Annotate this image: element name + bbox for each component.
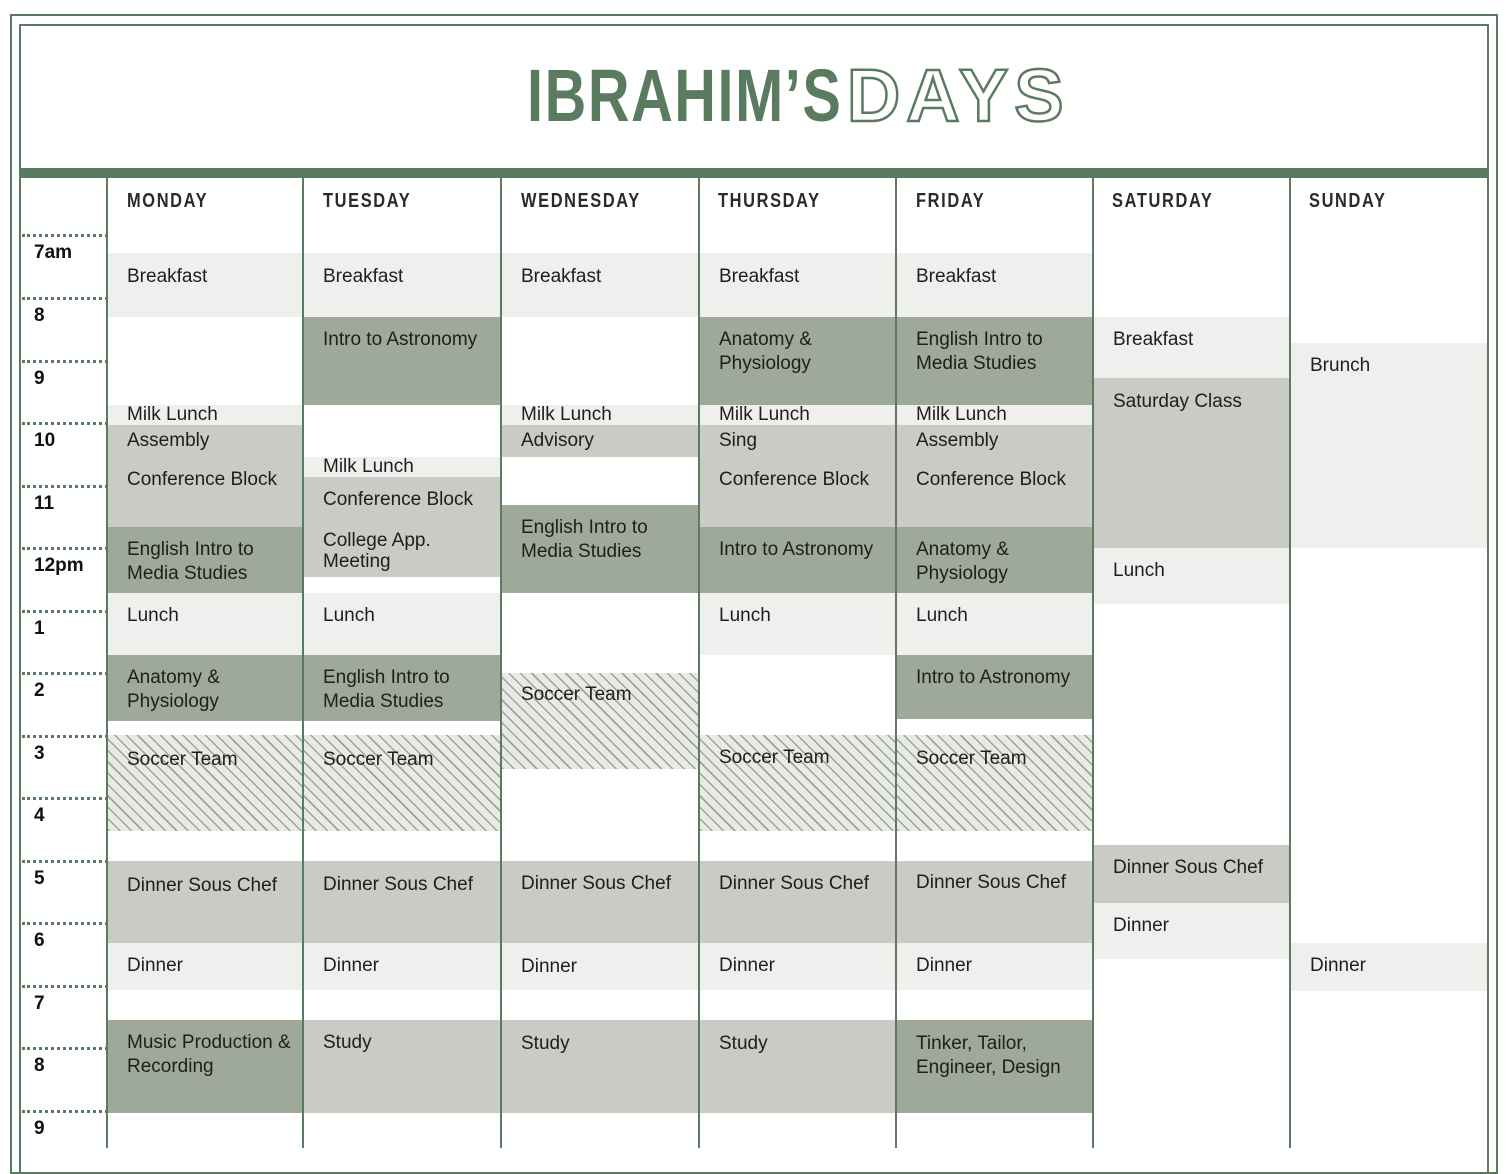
- event-label: Advisory: [521, 430, 594, 451]
- hour-rule: [22, 672, 108, 675]
- event-label: Dinner Sous Chef: [719, 873, 869, 894]
- event-block[interactable]: [108, 457, 302, 527]
- event-label: Tinker, Tailor, Engineer, Design: [916, 1033, 1061, 1078]
- event-label: Music Production & Recording: [127, 1032, 291, 1077]
- event-label: Assembly: [916, 430, 999, 451]
- event-label: Breakfast: [1113, 329, 1194, 350]
- hour-label: 1: [34, 618, 45, 639]
- event-block[interactable]: [108, 735, 302, 831]
- event-label: Dinner Sous Chef: [1113, 857, 1263, 878]
- hour-rule: [22, 1047, 108, 1050]
- event-block[interactable]: [304, 861, 500, 943]
- event-block[interactable]: [700, 735, 895, 831]
- event-block[interactable]: [700, 527, 895, 593]
- event-block[interactable]: [304, 527, 500, 577]
- event-label: Lunch: [719, 605, 771, 626]
- event-block[interactable]: [108, 861, 302, 943]
- event-label: Milk Lunch: [127, 405, 218, 425]
- event-label: Milk Lunch: [916, 405, 1007, 425]
- event-label: Dinner Sous Chef: [521, 873, 671, 894]
- event-block[interactable]: [304, 1020, 500, 1113]
- event-label: Anatomy & Physiology: [127, 667, 220, 712]
- event-label: Dinner: [916, 955, 972, 976]
- hour-rule: [22, 297, 108, 300]
- event-label: Sing: [719, 430, 758, 451]
- header-divider: [21, 168, 1487, 178]
- event-block[interactable]: [108, 655, 302, 721]
- day-header-thursday: THURSDAY: [718, 190, 821, 212]
- event-block[interactable]: [108, 527, 302, 593]
- event-label: English Intro to Media Studies: [916, 329, 1043, 374]
- title-days: DAYS: [846, 54, 1070, 137]
- hour-label: 7am: [34, 242, 73, 263]
- hour-rule: [22, 547, 108, 550]
- hour-label: 8: [34, 305, 45, 326]
- column-divider: [1289, 178, 1291, 1148]
- event-label: English Intro to Media Studies: [323, 667, 450, 712]
- event-block[interactable]: [897, 593, 1092, 655]
- hour-rule: [22, 922, 108, 925]
- hour-label: 12pm: [34, 555, 84, 576]
- hour-rule: [22, 1110, 108, 1113]
- event-label: Saturday Class: [1113, 391, 1242, 412]
- hour-rule: [22, 735, 108, 738]
- event-block[interactable]: [897, 1020, 1092, 1113]
- event-label: Lunch: [1113, 560, 1165, 581]
- event-block[interactable]: [897, 405, 1092, 425]
- event-label: Intro to Astronomy: [916, 667, 1071, 688]
- event-label: Breakfast: [916, 266, 997, 287]
- event-block[interactable]: [897, 527, 1092, 593]
- event-block[interactable]: [304, 943, 500, 990]
- event-label: Study: [323, 1032, 372, 1053]
- event-block[interactable]: [897, 425, 1092, 457]
- event-label: Milk Lunch: [323, 457, 414, 477]
- event-label: Dinner: [323, 955, 379, 976]
- event-block[interactable]: [108, 593, 302, 655]
- hour-label: 8: [34, 1055, 45, 1076]
- event-block[interactable]: [108, 943, 302, 990]
- hour-rule: [22, 610, 108, 613]
- event-label: Dinner Sous Chef: [916, 872, 1066, 893]
- event-label: Dinner: [1113, 915, 1169, 936]
- event-label: Conference Block: [127, 469, 277, 490]
- event-block[interactable]: [1094, 378, 1289, 548]
- day-header-saturday: SATURDAY: [1112, 190, 1214, 212]
- event-block[interactable]: [304, 593, 500, 655]
- event-block[interactable]: [502, 253, 698, 317]
- event-label: Conference Block: [323, 489, 473, 510]
- event-label: Lunch: [127, 605, 179, 626]
- event-label: English Intro to Media Studies: [127, 539, 254, 584]
- hour-label: 5: [34, 868, 45, 889]
- title-name: IBRAHIM’S: [527, 54, 843, 137]
- event-label: Soccer Team: [521, 684, 632, 705]
- event-label: Soccer Team: [323, 749, 434, 770]
- event-label: Dinner: [719, 955, 775, 976]
- event-block[interactable]: [700, 425, 895, 457]
- day-header-sunday: SUNDAY: [1309, 190, 1387, 212]
- day-header-monday: MONDAY: [127, 190, 209, 212]
- day-header-tuesday: TUESDAY: [323, 190, 412, 212]
- event-block[interactable]: [897, 317, 1092, 405]
- hour-rule: [22, 797, 108, 800]
- hour-label: 10: [34, 430, 56, 451]
- event-block[interactable]: [502, 425, 698, 457]
- event-label: Breakfast: [521, 266, 602, 287]
- day-header-friday: FRIDAY: [916, 190, 986, 212]
- event-label: Assembly: [127, 430, 210, 451]
- event-label: Anatomy & Physiology: [719, 329, 812, 374]
- event-label: Dinner Sous Chef: [127, 875, 277, 896]
- day-header-wednesday: WEDNESDAY: [521, 190, 641, 212]
- event-label: Soccer Team: [719, 747, 830, 768]
- event-block[interactable]: [700, 1020, 895, 1113]
- event-block[interactable]: [1291, 943, 1487, 991]
- event-block[interactable]: [700, 405, 895, 425]
- event-block[interactable]: [700, 861, 895, 943]
- event-block[interactable]: [108, 253, 302, 317]
- event-block[interactable]: [502, 505, 698, 593]
- event-label: Breakfast: [719, 266, 800, 287]
- event-label: Anatomy & Physiology: [916, 539, 1009, 584]
- event-block[interactable]: [108, 405, 302, 425]
- event-label: Conference Block: [916, 469, 1066, 490]
- event-label: Breakfast: [127, 266, 208, 287]
- event-block[interactable]: [1094, 845, 1289, 903]
- event-block[interactable]: [502, 1020, 698, 1113]
- hour-label: 11: [34, 493, 55, 514]
- event-block[interactable]: [304, 735, 500, 831]
- event-label: Breakfast: [323, 266, 404, 287]
- hour-label: 4: [34, 805, 45, 826]
- event-label: Study: [521, 1033, 570, 1054]
- event-label: Milk Lunch: [719, 405, 810, 425]
- event-label: English Intro to Media Studies: [521, 517, 648, 562]
- event-label: College App. Meeting: [323, 530, 431, 572]
- event-block[interactable]: [700, 253, 895, 317]
- event-label: Milk Lunch: [521, 405, 612, 425]
- hour-rule: [22, 234, 108, 237]
- event-block[interactable]: [897, 735, 1092, 831]
- event-block[interactable]: [897, 655, 1092, 719]
- hour-rule: [22, 360, 108, 363]
- event-block[interactable]: [700, 593, 895, 655]
- event-block[interactable]: [304, 457, 500, 477]
- event-label: Lunch: [916, 605, 968, 626]
- event-block[interactable]: [1094, 317, 1289, 378]
- event-block[interactable]: [897, 861, 1092, 943]
- event-block[interactable]: [108, 425, 302, 457]
- event-label: Intro to Astronomy: [323, 329, 478, 350]
- event-label: Lunch: [323, 605, 375, 626]
- hour-label: 2: [34, 680, 45, 701]
- event-block[interactable]: [897, 943, 1092, 990]
- event-label: Conference Block: [719, 469, 869, 490]
- event-block[interactable]: [502, 405, 698, 425]
- hour-rule: [22, 422, 108, 425]
- event-block[interactable]: [700, 943, 895, 990]
- event-label: Soccer Team: [916, 748, 1027, 769]
- hour-label: 3: [34, 743, 45, 764]
- page-title: [21, 56, 1487, 136]
- event-block[interactable]: [304, 253, 500, 317]
- hour-label: 6: [34, 930, 45, 951]
- event-label: Brunch: [1310, 355, 1371, 376]
- event-block[interactable]: [304, 317, 500, 405]
- event-block[interactable]: [1094, 903, 1289, 959]
- event-block[interactable]: [304, 477, 500, 527]
- event-block[interactable]: [897, 457, 1092, 527]
- event-label: Soccer Team: [127, 749, 238, 770]
- event-label: Dinner Sous Chef: [323, 874, 473, 895]
- event-block[interactable]: [1094, 548, 1289, 604]
- event-label: Dinner: [521, 956, 577, 977]
- hour-rule: [22, 485, 108, 488]
- event-block[interactable]: [108, 1020, 302, 1113]
- hour-rule: [22, 985, 108, 988]
- event-label: Dinner: [127, 955, 183, 976]
- event-block[interactable]: [700, 317, 895, 405]
- hour-label: 7: [34, 993, 45, 1014]
- event-label: Intro to Astronomy: [719, 539, 874, 560]
- event-block[interactable]: [1291, 343, 1487, 548]
- event-block[interactable]: [502, 943, 698, 990]
- event-block[interactable]: [304, 655, 500, 721]
- column-divider: [500, 178, 502, 1148]
- hour-rule: [22, 860, 108, 863]
- event-block[interactable]: [700, 457, 895, 527]
- hour-label: 9: [34, 368, 45, 389]
- event-label: Dinner: [1310, 955, 1366, 976]
- event-label: Study: [719, 1033, 768, 1054]
- hour-label: 9: [34, 1118, 45, 1139]
- event-block[interactable]: [502, 861, 698, 943]
- event-block[interactable]: [502, 673, 698, 769]
- event-block[interactable]: [897, 253, 1092, 317]
